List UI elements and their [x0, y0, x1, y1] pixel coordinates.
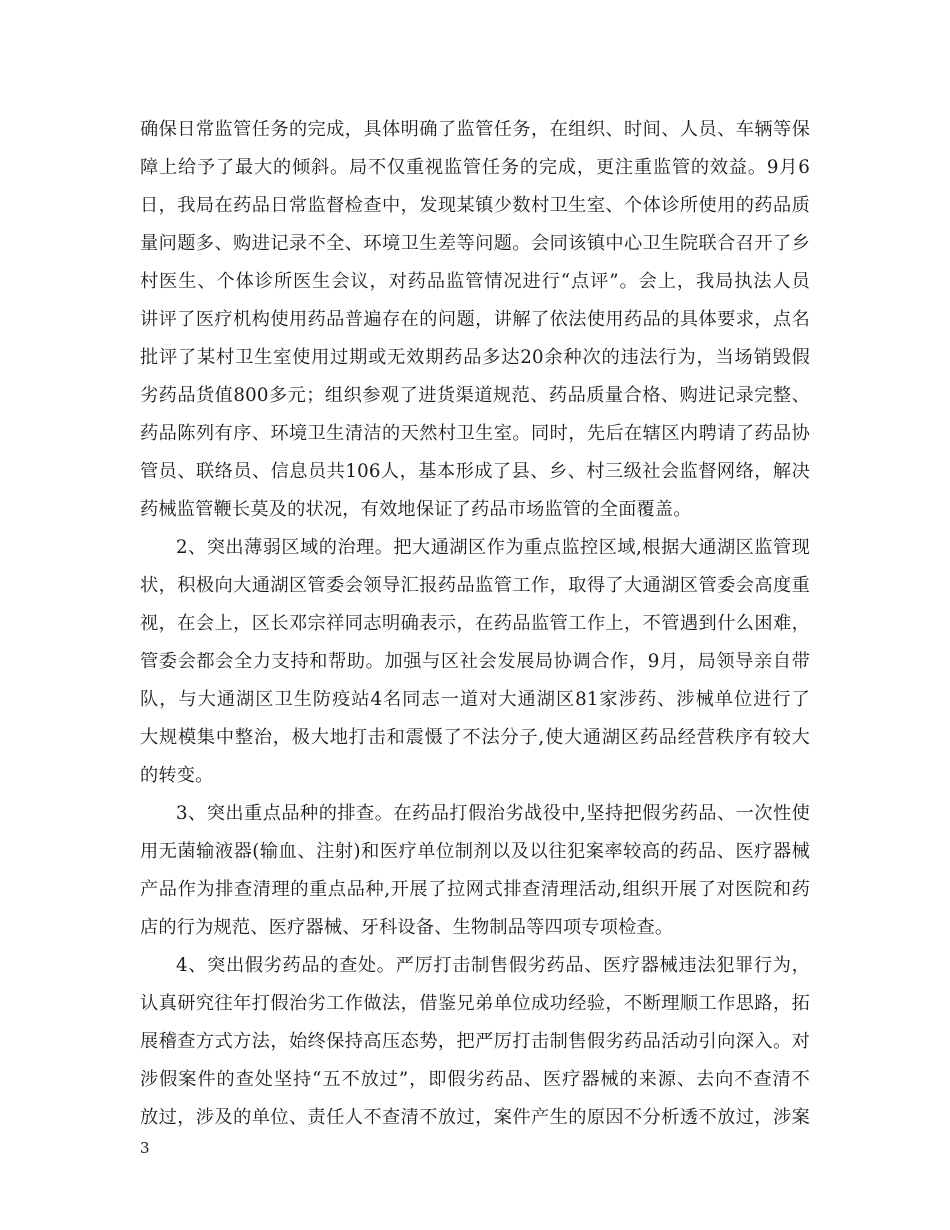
- text-line: 管委会都会全力支持和帮助。加强与区社会发展局协调合作，9月，局领导亲自带: [140, 651, 810, 672]
- text-line: 状，积极向大通湖区管委会领导汇报药品监管工作，取得了大通湖区管委会高度重: [140, 575, 810, 596]
- text-line: 药品陈列有序、环境卫生清洁的天然村卫生室。同时，先后在辖区内聘请了药品协: [140, 423, 810, 444]
- paragraph-2: [140, 529, 810, 795]
- text-line: 的转变。: [140, 765, 214, 786]
- text-line: 放过，涉及的单位、责任人不查清不放过，案件产生的原因不分析透不放过，涉案: [140, 1107, 810, 1128]
- paragraph-1: [140, 111, 810, 529]
- text-line: 用无菌输液器(输血、注射)和医疗单位制剂以及以往犯案率较高的药品、医疗器械: [140, 841, 810, 862]
- text-line: 村医生、个体诊所医生会议，对药品监管情况进行“点评”。会上，我局执法人员: [140, 271, 810, 292]
- text-line: 视，在会上，区长邓宗祥同志明确表示，在药品监管工作上，不管遇到什么困难，: [140, 613, 810, 634]
- text-line: 日，我局在药品日常监督检查中，发现某镇少数村卫生室、个体诊所使用的药品质: [140, 195, 810, 216]
- text-line: 队，与大通湖区卫生防疫站4名同志一道对大通湖区81家涉药、涉械单位进行了: [140, 689, 810, 710]
- document-body: [140, 111, 810, 1137]
- text-line: 4、突出假劣药品的查处。严厉打击制售假劣药品、医疗器械违法犯罪行为，: [176, 955, 810, 976]
- paragraph-4: [140, 947, 810, 1137]
- text-line: 管员、联络员、信息员共106人，基本形成了县、乡、村三级社会监督网络，解决: [140, 461, 810, 482]
- text-line: 量问题多、购进记录不全、环境卫生差等问题。会同该镇中心卫生院联合召开了乡: [140, 233, 810, 254]
- text-line: 2、突出薄弱区域的治理。把大通湖区作为重点监控区域,根据大通湖区监管现: [176, 537, 810, 558]
- text-line: 药械监管鞭长莫及的状况，有效地保证了药品市场监管的全面覆盖。: [140, 499, 692, 520]
- text-line: 障上给予了最大的倾斜。局不仅重视监管任务的完成，更注重监管的效益。9月6: [140, 157, 810, 178]
- text-line: 产品作为排查清理的重点品种,开展了拉网式排查清理活动,组织开展了对医院和药: [140, 879, 810, 900]
- text-line: 批评了某村卫生室使用过期或无效期药品多达20余种次的违法行为，当场销毁假: [140, 347, 810, 368]
- text-line: 3、突出重点品种的排查。在药品打假治劣战役中,坚持把假劣药品、一次性使: [176, 803, 810, 824]
- text-line: 展稽查方式方法，始终保持高压态势，把严厉打击制售假劣药品活动引向深入。对: [140, 1031, 810, 1052]
- text-line: 认真研究往年打假治劣工作做法，借鉴兄弟单位成功经验，不断理顺工作思路，拓: [140, 993, 810, 1014]
- paragraph-3: [140, 795, 810, 947]
- text-line: 涉假案件的查处坚持“五不放过”，即假劣药品、医疗器械的来源、去向不查清不: [140, 1069, 810, 1090]
- text-line: 店的行为规范、医疗器械、牙科设备、生物制品等四项专项检查。: [140, 917, 674, 938]
- text-line: 大规模集中整治，极大地打击和震慑了不法分子,使大通湖区药品经营秩序有较大: [140, 727, 810, 748]
- text-line: 劣药品货值800多元；组织参观了进货渠道规范、药品质量合格、购进记录完整、: [140, 385, 810, 406]
- page-number: 3: [140, 1139, 150, 1157]
- text-line: 确保日常监管任务的完成，具体明确了监管任务，在组织、时间、人员、车辆等保: [140, 119, 810, 140]
- text-line: 讲评了医疗机构使用药品普遍存在的问题，讲解了依法使用药品的具体要求，点名: [140, 309, 810, 330]
